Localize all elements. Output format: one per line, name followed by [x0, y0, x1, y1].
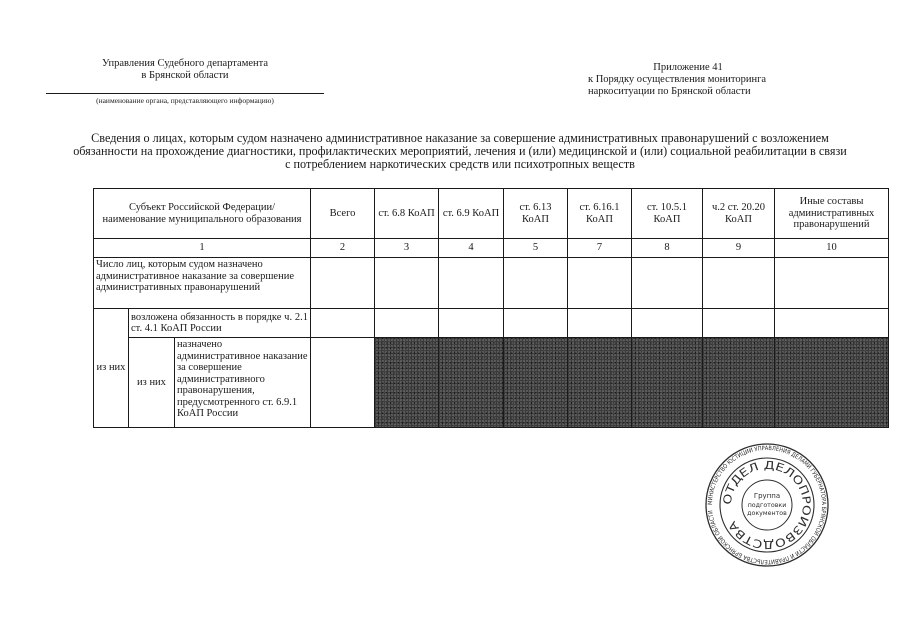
header-art-6-13: ст. 6.13 КоАП: [504, 189, 568, 239]
row-subgroup-label: из них: [129, 338, 175, 428]
title-line3: с потреблением наркотических средств или психотропных веществ: [285, 157, 635, 171]
column-number: 7: [568, 239, 632, 258]
data-cell: [568, 258, 632, 309]
table-row: [94, 338, 889, 428]
header-total: Всего: [311, 189, 375, 239]
data-cell: [703, 258, 775, 309]
header-art-20-20: ч.2 ст. 20.20 КоАП: [703, 189, 775, 239]
organization-name: [60, 58, 310, 82]
shaded-cell: [375, 338, 439, 428]
column-number: 4: [439, 239, 504, 258]
column-number: 5: [504, 239, 568, 258]
organization-caption: (наименование органа, представляющего информацию): [96, 96, 274, 105]
data-cell: [632, 258, 703, 309]
data-cell: [439, 258, 504, 309]
data-cell: [311, 309, 375, 338]
column-number: 1: [94, 239, 311, 258]
statistics-table: [93, 188, 889, 428]
stamp-center-line3: документов: [747, 510, 787, 517]
shaded-cell: [439, 338, 504, 428]
header-other: Иные составы административных правонарушений: [775, 189, 889, 239]
data-cell: [375, 309, 439, 338]
column-number-row: [94, 239, 889, 258]
appendix-line3: наркоситуации по Брянской области: [588, 86, 751, 97]
data-cell: [311, 258, 375, 309]
shaded-cell: [504, 338, 568, 428]
header-art-6-9: ст. 6.9 КоАП: [439, 189, 504, 239]
title-line2: обязанности на прохождение диагностики, профилактических мероприятий, лечения и (или) медицинской и (или) социальной реабилитации в связи: [73, 144, 847, 158]
data-cell: [775, 258, 889, 309]
appendix-line2: к Порядку осуществления мониторинга: [588, 74, 767, 85]
organization-line2: в Брянской области: [141, 70, 229, 81]
appendix-reference: [588, 62, 788, 98]
header-art-6-8: ст. 6.8 КоАП: [375, 189, 439, 239]
organization-underline: [46, 93, 324, 94]
row-label-obligation: возложена обязанность в порядке ч. 2.1 ст. 4.1 КоАП России: [129, 309, 311, 338]
column-number: 9: [703, 239, 775, 258]
data-cell: [311, 338, 375, 428]
column-number: 8: [632, 239, 703, 258]
stamp-center-line2: подготовки: [747, 502, 787, 509]
table-row: [94, 309, 889, 338]
title-line1: Сведения о лицах, которым судом назначено административное наказание за совершение административных правонарушений с возложением: [91, 131, 829, 145]
document-title: [40, 132, 880, 171]
stamp-inner-text: ОТДЕЛ ДЕЛОПРОИЗВОДСТВА: [720, 458, 814, 552]
data-cell: [439, 309, 504, 338]
data-cell: [504, 309, 568, 338]
column-number: 3: [375, 239, 439, 258]
organization-line1: Управления Судебного департамента: [102, 58, 268, 69]
column-number: 2: [311, 239, 375, 258]
data-cell: [775, 309, 889, 338]
stamp-center-line1: Группа: [753, 492, 781, 500]
row-group-label: из них: [94, 309, 129, 428]
header-art-6-16-1: ст. 6.16.1 КоАП: [568, 189, 632, 239]
header-subject: Субъект Российской Федерации/ наименование муниципального образования: [94, 189, 311, 239]
stamp-outer-text: МИНИСТЕРСТВО ЮСТИЦИИ УПРАВЛЕНИЯ ДЕЛАМИ ГУБЕРНАТОРА БРЯНСКОЙ ОБЛАСТИ И ПРАВИТЕЛЬСТВА БРЯНСКОЙ ОБЛАСТИ: [706, 444, 828, 566]
shaded-cell: [703, 338, 775, 428]
data-cell: [632, 309, 703, 338]
table-row: [94, 258, 889, 309]
row-label-total: Число лиц, которым судом назначено административное наказание за совершение административных правонарушений: [94, 258, 311, 309]
shaded-cell: [568, 338, 632, 428]
data-cell: [568, 309, 632, 338]
data-cell: [375, 258, 439, 309]
row-label-art-6-9-1: назначено административное наказание за совершение административного правонарушения, предусмотренного ст. 6.9.1 КоАП России: [175, 338, 311, 428]
shaded-cell: [632, 338, 703, 428]
shaded-cell: [775, 338, 889, 428]
column-number: 10: [775, 239, 889, 258]
appendix-number: Приложение 41: [653, 62, 723, 73]
data-cell: [703, 309, 775, 338]
header-row: [94, 189, 889, 239]
data-cell: [504, 258, 568, 309]
office-stamp: [705, 443, 829, 567]
header-art-10-5-1: ст. 10.5.1 КоАП: [632, 189, 703, 239]
